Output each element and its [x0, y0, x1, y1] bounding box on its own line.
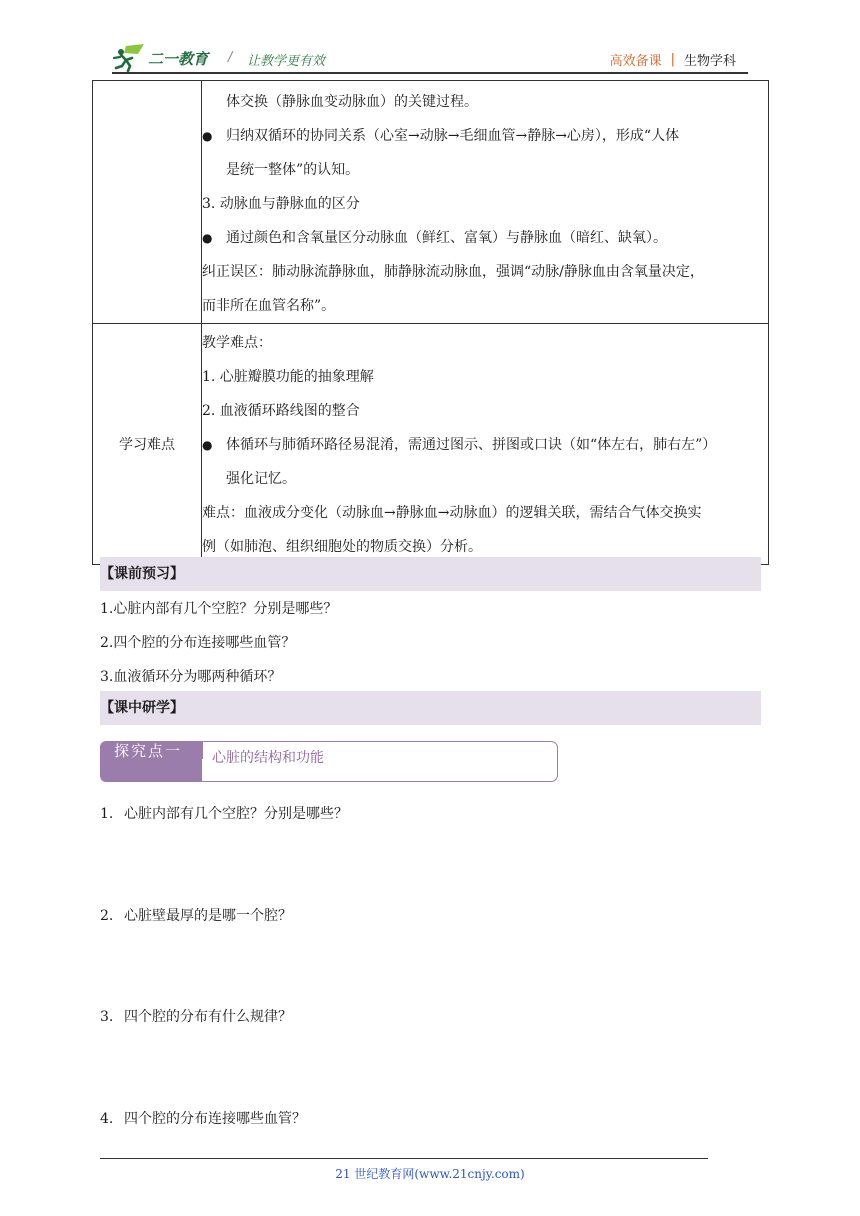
table-line: 纠正误区：肺动脉流静脉血，肺静脉流动脉血，强调“动脉/静脉血由含氧量决定， [202, 264, 704, 280]
bullet-icon: ● [202, 129, 213, 143]
table-label-cell [93, 81, 202, 324]
table-line: 2. 血液循环路线图的整合 [202, 403, 360, 419]
question-item [100, 803, 348, 823]
page-header [0, 0, 860, 80]
question-number: 4. [100, 1111, 114, 1127]
course-label: 高效备课 [609, 54, 662, 69]
table-content-cell [202, 81, 769, 324]
bullet-icon: ● [202, 438, 213, 452]
question-item [100, 1006, 292, 1026]
table-label-cell: 学习难点 [93, 324, 202, 565]
table-line: 体循环与肺循环路径易混淆，需通过图示、拼图或口诀（如“体左右，肺右左”） [226, 437, 717, 453]
table-row [93, 81, 769, 324]
question-text: 四个腔的分布连接哪些血管？ [124, 1111, 306, 1127]
table-line: 3. 动脉血与静脉血的区分 [202, 196, 360, 212]
footer-rule [100, 1158, 708, 1159]
question-number: 2. [100, 908, 114, 924]
subject-label: 生物学科 [683, 54, 736, 69]
table-line: 是统一整体”的认知。 [226, 162, 360, 178]
preview-item: 1.心脏内部有几个空腔？分别是哪些？ [100, 601, 338, 617]
header-divider: | [670, 52, 675, 67]
question-text: 心脏内部有几个空腔？分别是哪些？ [124, 806, 348, 822]
slogan: 让教学更有效 [247, 54, 326, 69]
preview-item: 2.四个腔的分布连接哪些血管？ [100, 635, 296, 651]
slogan-separator: / [228, 50, 233, 65]
footer-source: 21 世纪教育网(www.21cnjy.com) [335, 1167, 525, 1181]
question-item [100, 905, 292, 925]
table-line: 而非所在血管名称”。 [202, 298, 336, 314]
bullet-item [202, 221, 768, 255]
table-line: 1. 心脏瓣膜功能的抽象理解 [202, 369, 374, 385]
table-content-cell [202, 324, 769, 565]
explore-tag-label: 探究点一 [114, 742, 183, 760]
table-line: 通过颜色和含氧量区分动脉血（鲜红、富氧）与静脉血（暗红、缺氧）。 [226, 230, 667, 246]
preview-item: 3.血液循环分为哪两种循环？ [100, 669, 282, 685]
question-text: 心脏壁最厚的是哪一个腔？ [124, 908, 292, 924]
table-line: 难点：血液成分变化（动脉血→静脉血→动脉血）的逻辑关联，需结合气体交换实 [202, 505, 702, 521]
explore-title: 心脏的结构和功能 [212, 750, 324, 766]
table-line: 体交换（静脉血变动脉血）的关键过程。 [226, 94, 478, 110]
bullet-item [202, 428, 768, 462]
section-heading-preview: 【课前预习】 [100, 557, 761, 591]
table-line: 归纳双循环的协同关系（心室→动脉→毛细血管→静脉→心房），形成“人体 [226, 128, 680, 144]
table-line: 强化记忆。 [226, 471, 296, 487]
header-right [610, 50, 736, 69]
question-item [100, 1108, 306, 1128]
header-rule [112, 72, 748, 74]
logo [112, 44, 208, 72]
table-line: 教学难点： [202, 335, 272, 351]
question-text: 四个腔的分布有什么规律？ [124, 1009, 292, 1025]
logo-text: 二一教育 [148, 49, 209, 68]
question-number: 1. [100, 806, 114, 822]
bullet-icon: ● [202, 231, 213, 245]
bullet-item [202, 119, 768, 153]
table-line: 例（如肺泡、组织细胞处的物质交换）分析。 [202, 539, 482, 555]
table-row [93, 324, 769, 565]
objectives-table [92, 80, 769, 565]
question-number: 3. [100, 1009, 114, 1025]
runner-logo-icon [112, 44, 146, 72]
section-heading-study: 【课中研学】 [100, 691, 761, 725]
